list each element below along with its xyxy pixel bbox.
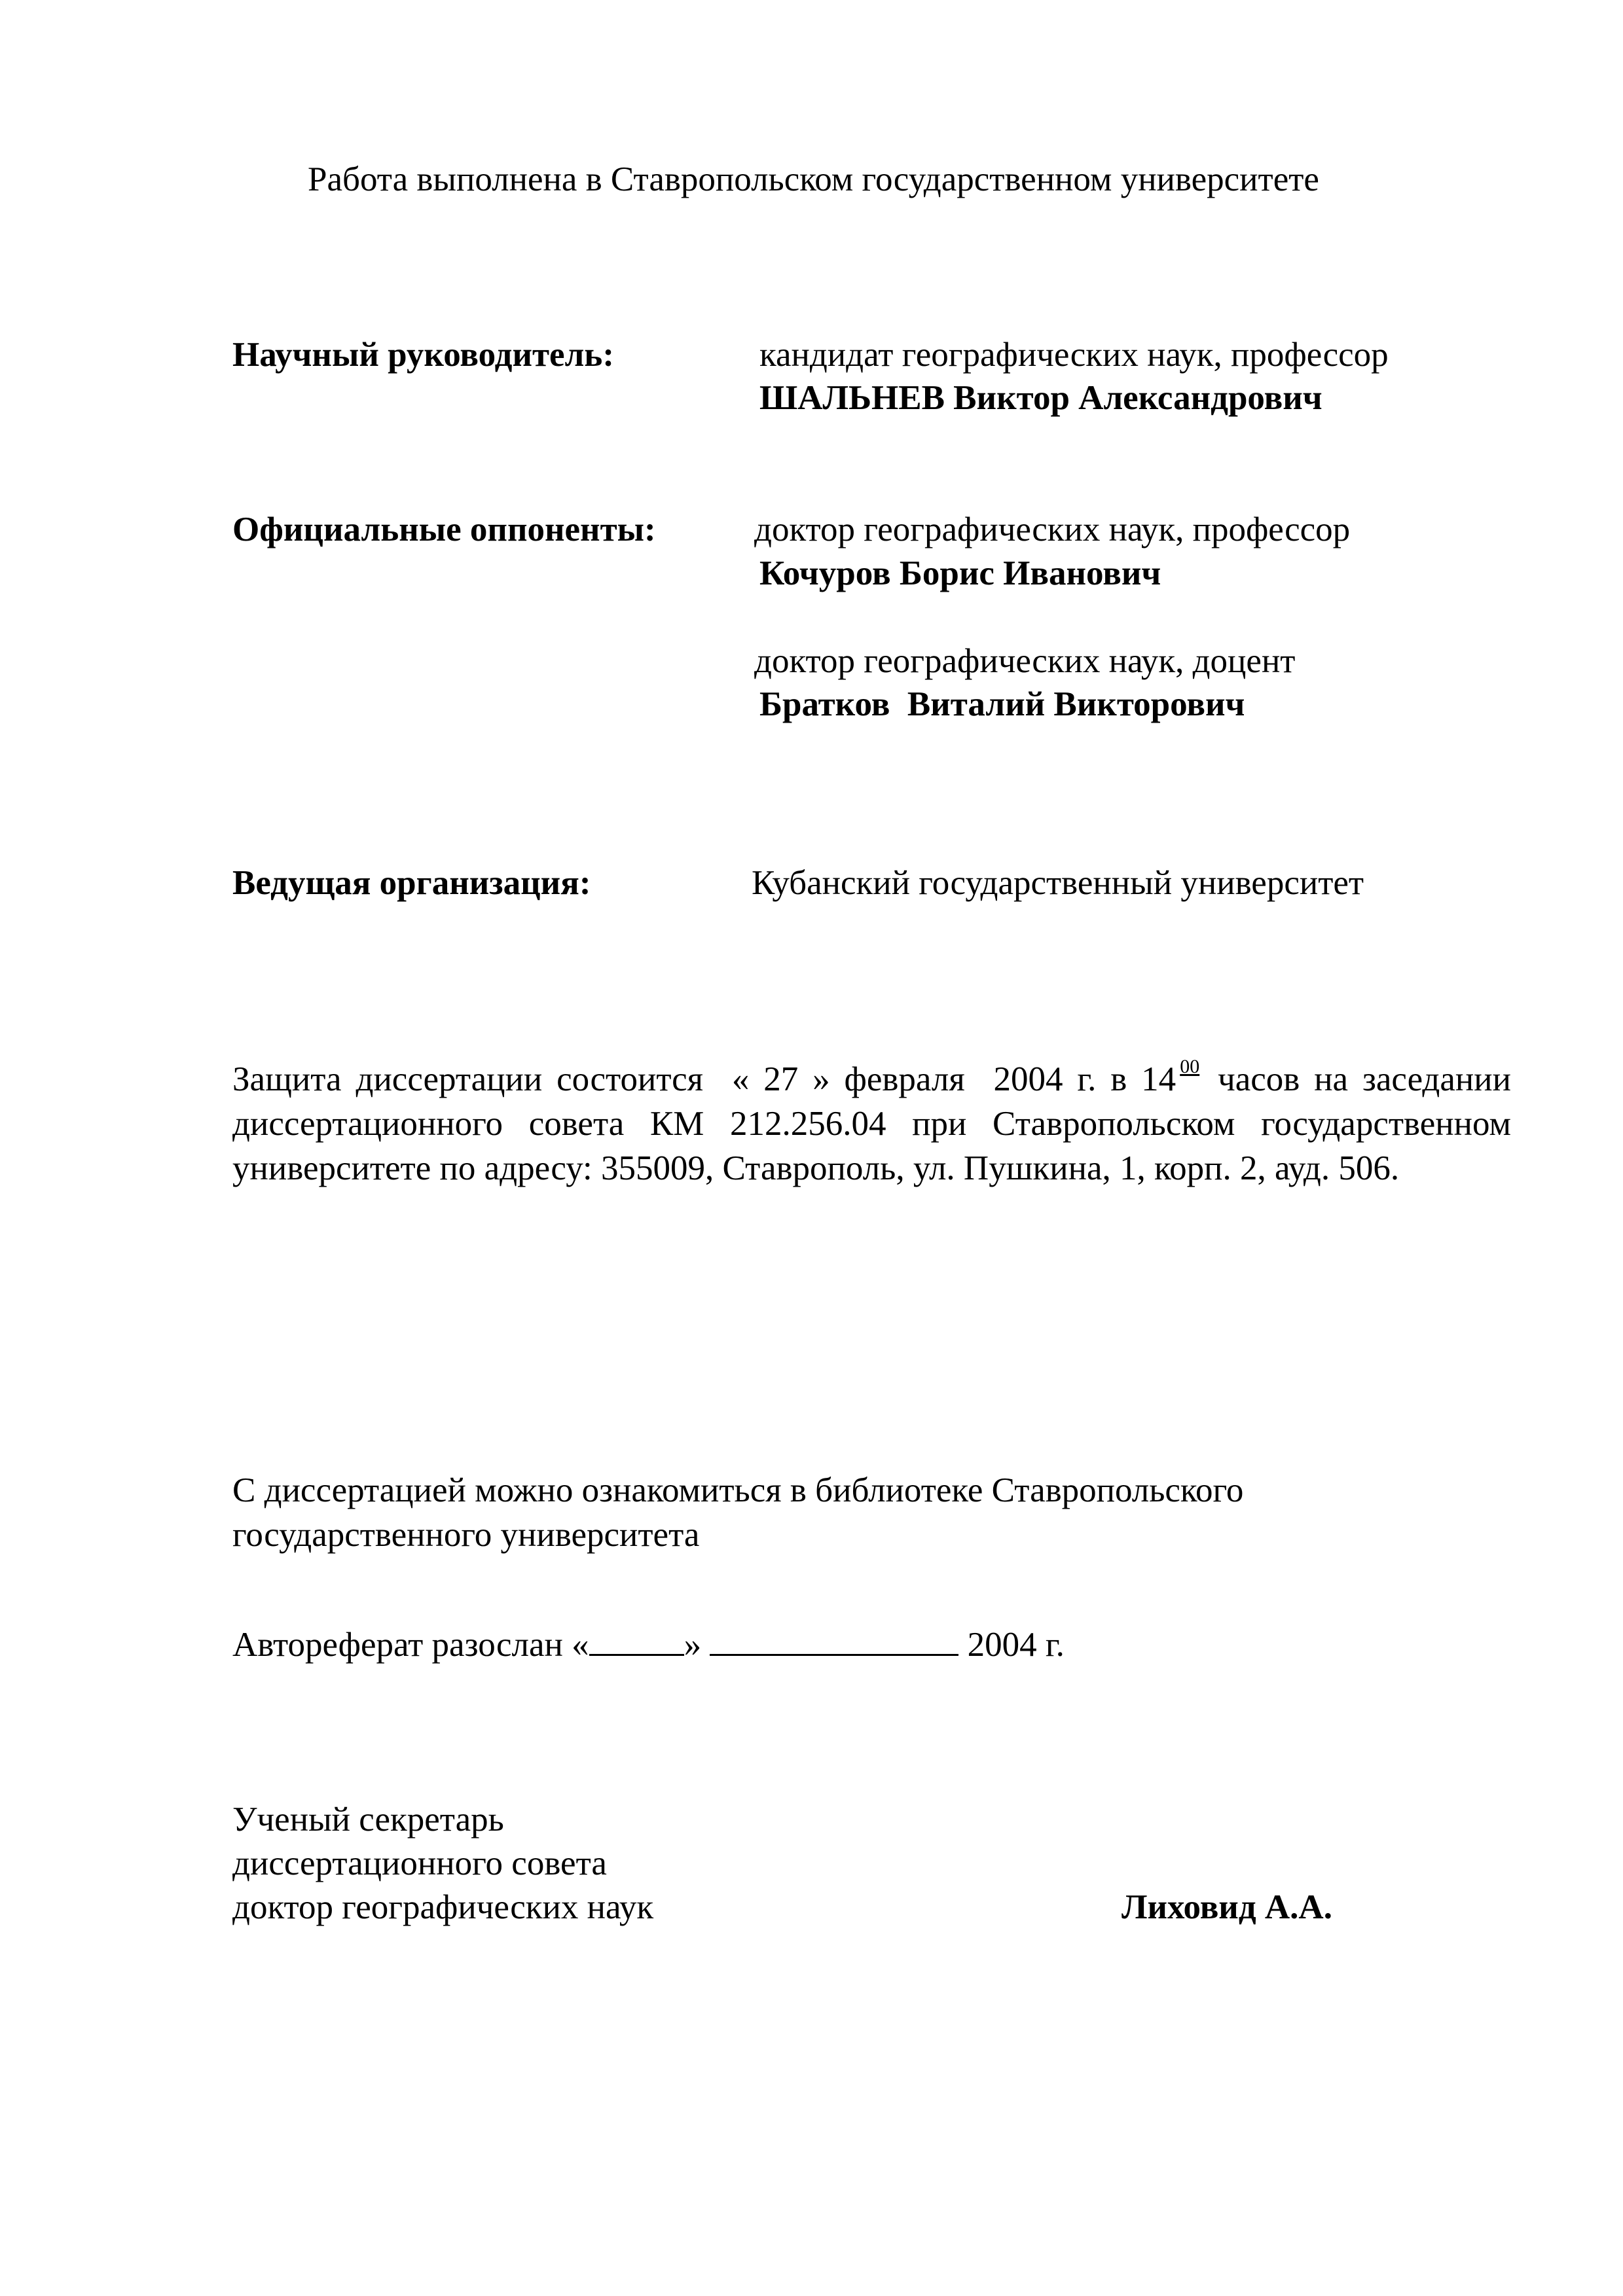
secretary-title-line-3: доктор географических наук <box>232 1888 654 1926</box>
defense-time-minutes: 00 <box>1180 1056 1200 1077</box>
defense-text-after: часов на заседании диссертационного совета КМ 212.256.04 при Ставропольском государственном университете по адресу: 355009, Ставрополь, ул. Пушкина, 1, корп. 2, ауд. 506. <box>232 1060 1512 1187</box>
month-blank-field <box>710 1621 958 1656</box>
defense-paragraph <box>232 1057 1511 1191</box>
supervisor-label: Научный руководитель: <box>232 336 614 374</box>
secretary-name: Лиховид А.А. <box>1122 1888 1332 1926</box>
library-paragraph: С диссертацией можно ознакомиться в библиотеке Ставропольского государственного университета <box>232 1471 1244 1554</box>
opponent-1-name: Кочуров Борис Иванович <box>759 554 1161 592</box>
sent-year: 2004 г. <box>967 1626 1065 1664</box>
sent-middle: » <box>684 1626 702 1664</box>
opponent-1-degree: доктор географических наук, профессор <box>754 511 1351 548</box>
opponent-2-name: Братков Виталий Викторович <box>759 685 1245 723</box>
organization-label: Ведущая организация: <box>232 864 591 902</box>
sent-prefix: Автореферат разослан « <box>232 1626 589 1664</box>
opponents-label: Официальные оппоненты: <box>232 511 656 548</box>
organization-value: Кубанский государственный университет <box>752 864 1364 902</box>
abstract-sent-line <box>232 1621 1065 1667</box>
supervisor-name: ШАЛЬНЕВ Виктор Александрович <box>759 379 1322 417</box>
secretary-title-line-1: Ученый секретарь <box>232 1801 504 1839</box>
defense-text-before: Защита диссертации состоится « 27 » февраля 2004 г. в 14 <box>232 1060 1176 1098</box>
intro-text: Работа выполнена в Ставропольском государственном университете <box>308 160 1319 198</box>
supervisor-degree: кандидат географических наук, профессор <box>759 336 1389 374</box>
secretary-title-line-2: диссертационного совета <box>232 1844 607 1882</box>
opponent-2-degree: доктор географических наук, доцент <box>754 642 1296 680</box>
day-blank-field <box>589 1621 684 1656</box>
